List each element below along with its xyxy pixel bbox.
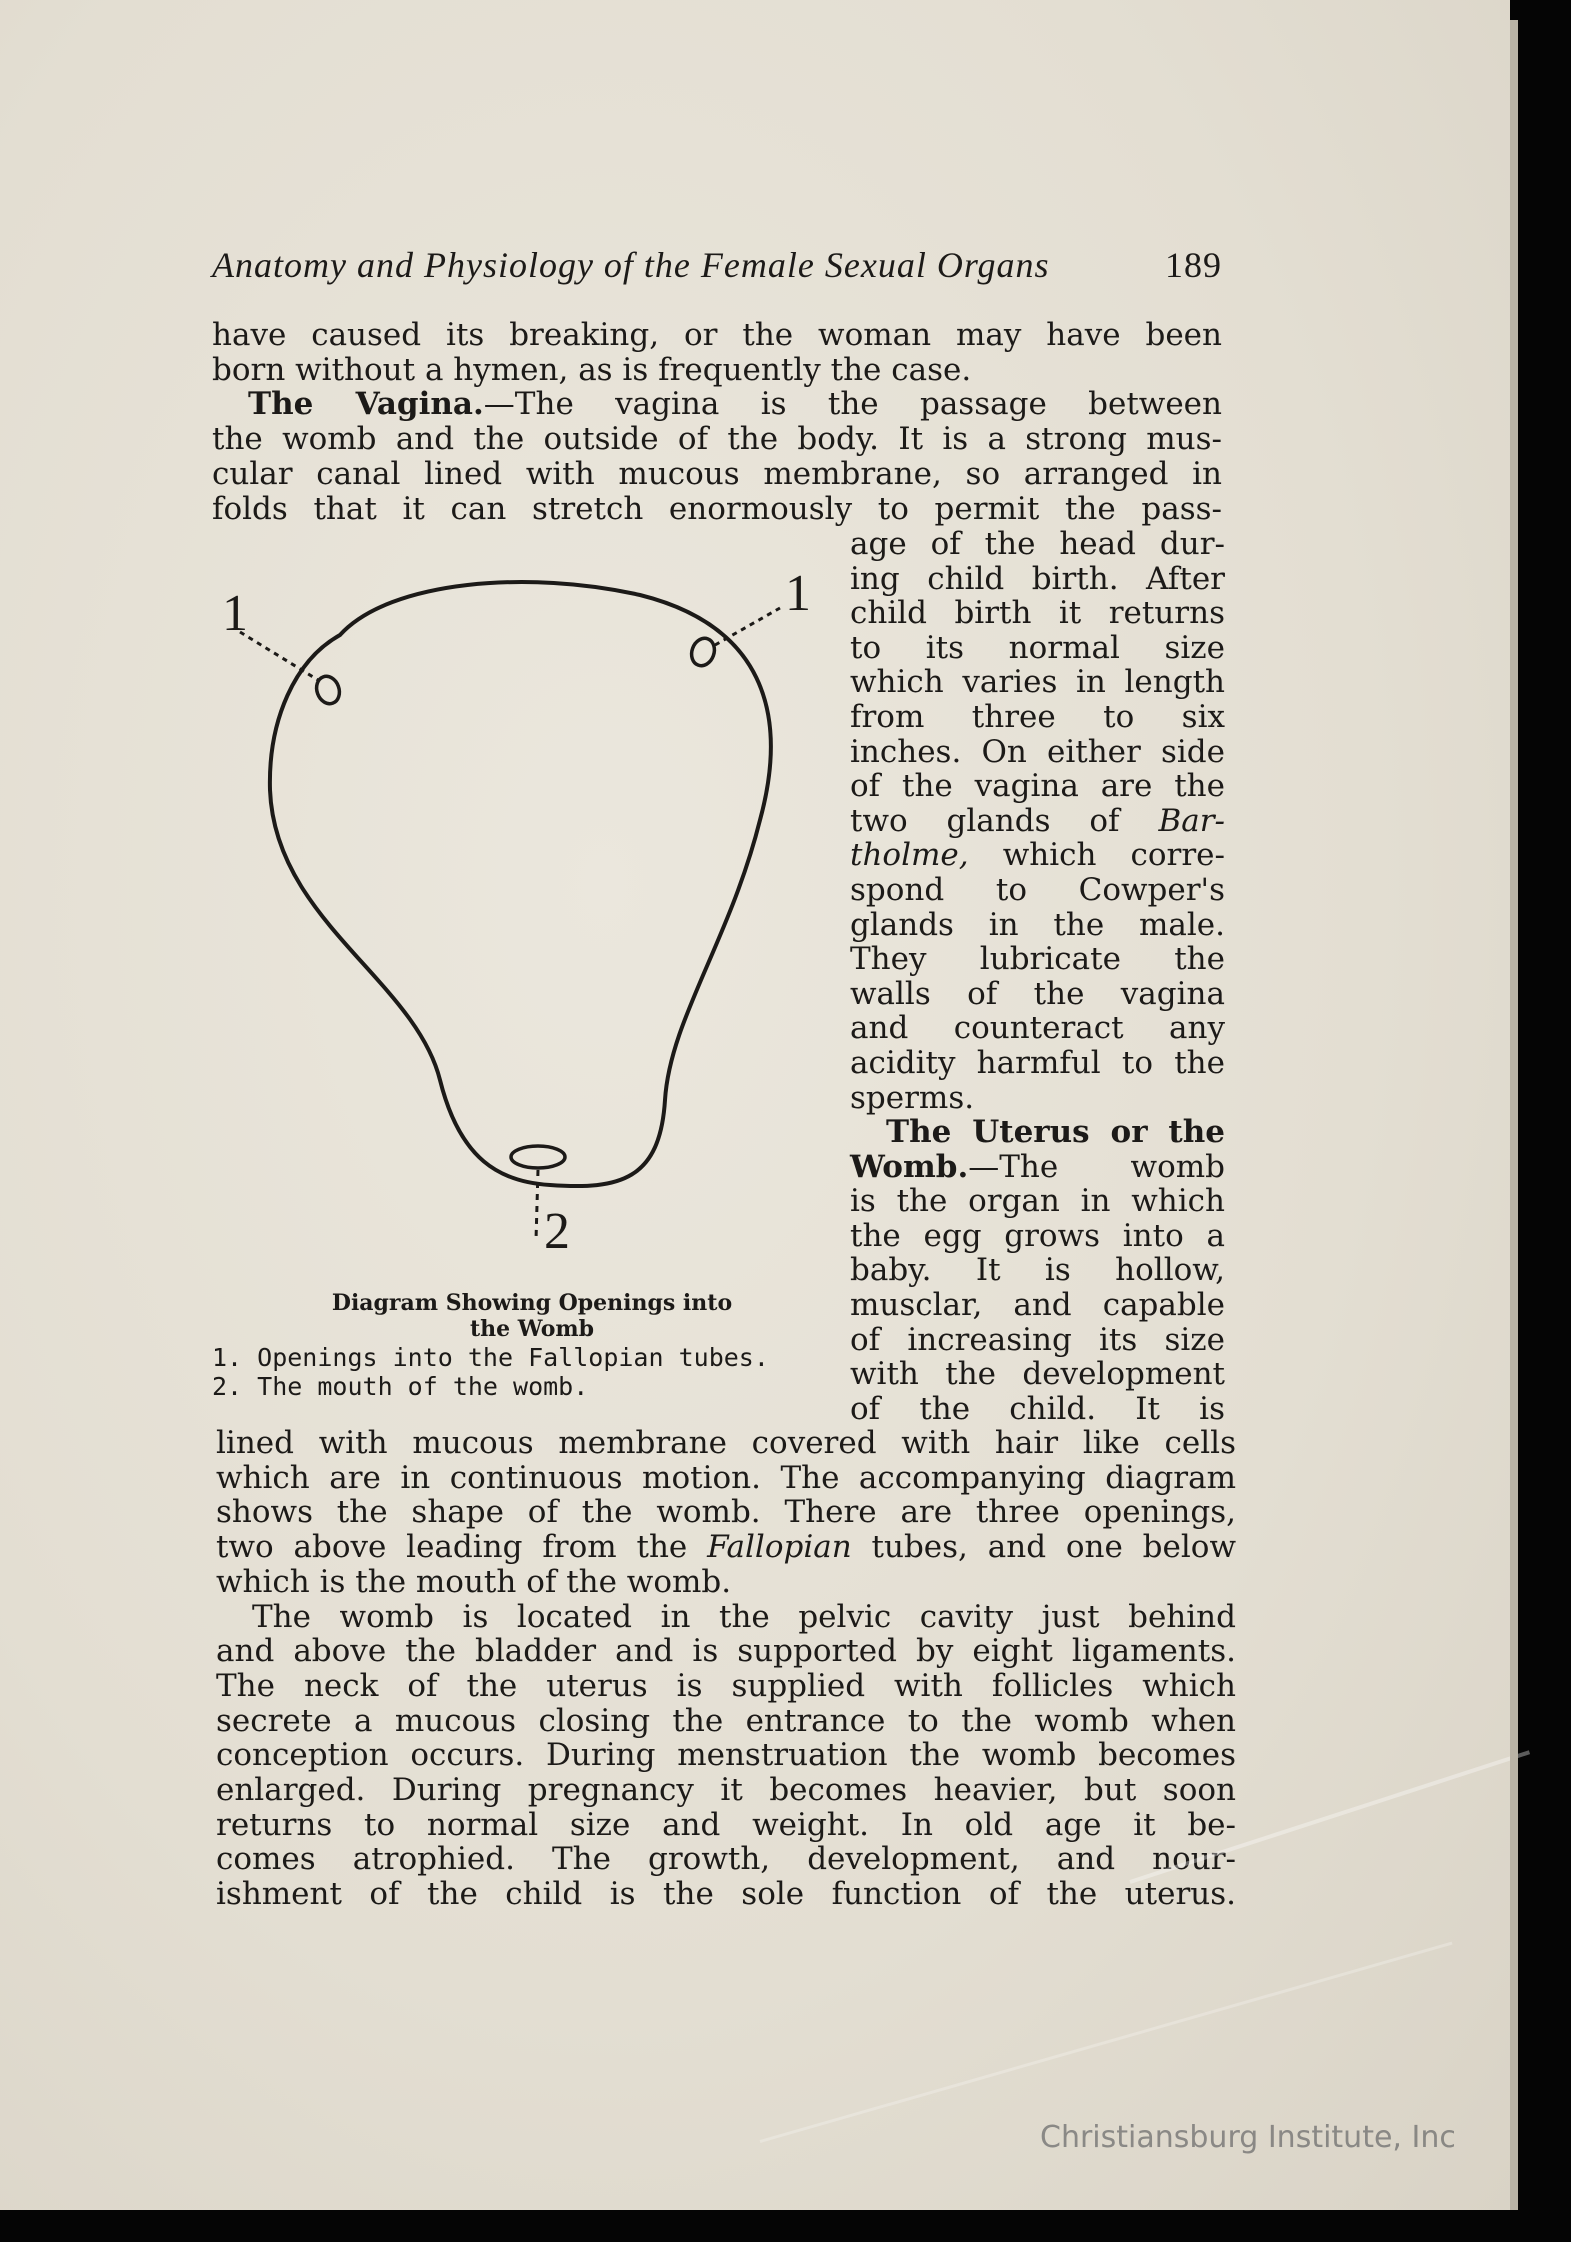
text-line: which varies in length bbox=[850, 664, 1225, 701]
text-line: enlarged. During pregnancy it becomes heavier, but soon bbox=[216, 1772, 1236, 1809]
page-edge bbox=[1510, 20, 1518, 2210]
text-line: spond to Cowper's bbox=[850, 871, 1225, 908]
text-line: of the child. It is bbox=[850, 1390, 1225, 1427]
text-line: baby. It is hollow, bbox=[850, 1252, 1225, 1289]
text-line: which is the mouth of the womb. bbox=[216, 1563, 732, 1600]
diagram-label-bottom: 2 bbox=[544, 1203, 570, 1260]
text-line: inches. On either side bbox=[850, 733, 1225, 770]
text-line: two above leading from the Fallopian tubes, and one below bbox=[216, 1529, 1236, 1566]
legend-item: 1. Openings into the Fallopian tubes. bbox=[212, 1343, 769, 1372]
uterus-heading-cont: Womb. bbox=[850, 1148, 969, 1185]
text-line: and above the bladder and is supported by eight ligaments. bbox=[216, 1633, 1236, 1670]
paper-scuff bbox=[760, 1942, 1453, 2143]
text-line: musclar, and capable bbox=[850, 1287, 1225, 1324]
text-line: The neck of the uterus is supplied with follicles which bbox=[216, 1667, 1236, 1704]
text-line: the egg grows into a bbox=[850, 1217, 1225, 1254]
text-line: the womb and the outside of the body. It is a strong mus- bbox=[212, 421, 1222, 458]
text-line: born without a hymen, as is frequently the case. bbox=[212, 351, 972, 388]
text-line: to its normal size bbox=[850, 629, 1225, 666]
text-line: secrete a mucous closing the entrance to the womb when bbox=[216, 1702, 1236, 1739]
opening-bottom bbox=[511, 1146, 565, 1168]
text-line: which are in continuous motion. The accompanying diagram bbox=[216, 1459, 1236, 1496]
diagram-label-right: 1 bbox=[785, 565, 811, 622]
text-line: tholme, which corre- bbox=[850, 837, 1225, 874]
text-line: is the organ in which bbox=[850, 1183, 1225, 1220]
text-line bbox=[850, 1115, 1225, 1150]
page-number: 189 bbox=[1165, 245, 1222, 285]
text-line: lined with mucous membrane covered with hair like cells bbox=[216, 1425, 1236, 1461]
text-run: —The vagina is the passage between bbox=[483, 386, 1222, 423]
header-title: Anatomy and Physiology of the Female Sexual Organs bbox=[212, 245, 1050, 285]
text-line: of the vagina are the bbox=[850, 768, 1225, 805]
text-line: with the development bbox=[850, 1356, 1225, 1393]
leader-line-left bbox=[240, 632, 318, 680]
text-block-bottom bbox=[216, 1426, 1236, 1912]
legend-item: 2. The mouth of the womb. bbox=[212, 1372, 589, 1401]
text-line: returns to normal size and weight. In old age it be- bbox=[216, 1806, 1236, 1843]
womb-outline bbox=[270, 582, 771, 1186]
text-line bbox=[212, 387, 1222, 422]
text-line: The womb is located in the pelvic cavity just behind bbox=[252, 1598, 1236, 1635]
text-run: —The womb bbox=[968, 1148, 1225, 1185]
text-line: two glands of Bar- bbox=[850, 802, 1225, 839]
womb-diagram bbox=[200, 540, 840, 1280]
caption-line: the Womb bbox=[469, 1316, 595, 1342]
vagina-heading: The Vagina. bbox=[248, 386, 484, 423]
leader-line-bottom bbox=[536, 1170, 538, 1240]
text-line: ishment of the child is the sole function of the uterus. bbox=[216, 1876, 1236, 1913]
text-line: of increasing its size bbox=[850, 1321, 1225, 1358]
text-line bbox=[850, 1150, 1225, 1185]
text-line: comes atrophied. The growth, development, and nour- bbox=[216, 1841, 1236, 1878]
figure-caption bbox=[212, 1290, 852, 1342]
text-line: have caused its breaking, or the woman may have been bbox=[212, 317, 1222, 353]
diagram-label-left: 1 bbox=[222, 585, 248, 642]
text-line: shows the shape of the womb. There are three openings, bbox=[216, 1494, 1236, 1531]
text-line: conception occurs. During menstruation the womb becomes bbox=[216, 1737, 1236, 1774]
watermark: Christiansburg Institute, Inc bbox=[1040, 2120, 1456, 2155]
figure-legend bbox=[212, 1343, 769, 1401]
text-line: child birth it returns bbox=[850, 595, 1225, 632]
text-line: age of the head dur- bbox=[850, 526, 1225, 562]
text-line: folds that it can stretch enormously to permit the pass- bbox=[212, 490, 1222, 527]
opening-right bbox=[688, 635, 718, 669]
text-line: sperms. bbox=[850, 1079, 975, 1116]
text-line: acidity harmful to the bbox=[850, 1044, 1225, 1081]
uterus-heading: The Uterus or the bbox=[886, 1114, 1225, 1151]
text-line: ing child birth. After bbox=[850, 560, 1225, 597]
text-column-right bbox=[850, 527, 1225, 1426]
text-line: and counteract any bbox=[850, 1010, 1225, 1047]
running-header bbox=[212, 244, 1222, 286]
caption-line: Diagram Showing Openings into bbox=[331, 1290, 733, 1316]
text-line: from three to six bbox=[850, 698, 1225, 735]
leader-line-right bbox=[715, 608, 780, 645]
text-line: glands in the male. bbox=[850, 906, 1225, 943]
text-line: They lubricate the bbox=[850, 941, 1225, 978]
text-line: cular canal lined with mucous membrane, so arranged in bbox=[212, 455, 1222, 492]
text-block-top bbox=[212, 318, 1222, 526]
text-line: walls of the vagina bbox=[850, 975, 1225, 1012]
